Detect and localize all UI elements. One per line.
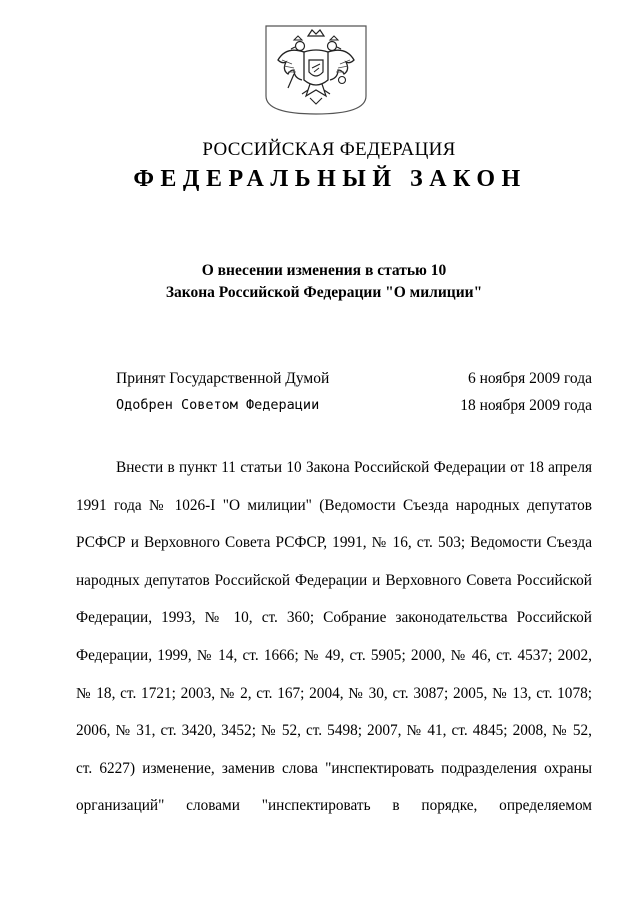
law-type-heading: ФЕДЕРАЛЬНЫЙ ЗАКОН: [133, 166, 527, 192]
body-line: 2006, № 31, ст. 3420, 3452; № 52, ст. 5498; 2007, № 41, ст. 4845; 2008, № 52,: [76, 722, 592, 740]
body-line: № 18, ст. 1721; 2003, № 2, ст. 167; 2004, № 30, ст. 3087; 2005, № 13, ст. 1078;: [76, 684, 592, 702]
council-approval-date: 18 ноября 2009 года: [460, 397, 592, 414]
duma-adoption-label: Принят Государственной Думой: [116, 370, 330, 387]
body-line: Внести в пункт 11 статьи 10 Закона Российской Федерации от 18 апреля: [116, 459, 592, 476]
body-line: ст. 6227) изменение, заменив слова "инспектировать подразделения охраны: [76, 759, 592, 777]
law-title-line-1: О внесении изменения в статью 10: [201, 262, 447, 279]
body-line: организаций" словами "инспектировать в порядке, определяемом: [76, 797, 592, 815]
body-line: 1991 года № 1026-I "О милиции" (Ведомости Съезда народных депутатов: [76, 496, 592, 514]
council-approval-row: [116, 397, 592, 413]
duma-adoption-date: 6 ноября 2009 года: [467, 370, 592, 387]
law-title-line-2: Закона Российской Федерации "О милиции": [165, 284, 483, 301]
body-line: РСФСР и Верховного Совета РСФСР, 1991, № 16, ст. 503; Ведомости Съезда: [76, 534, 592, 552]
country-heading: РОССИЙСКАЯ ФЕДЕРАЦИЯ: [202, 139, 456, 160]
russian-coat-of-arms-icon: [264, 24, 368, 116]
duma-adoption-row: [116, 370, 592, 388]
body-line: Федерации, 1993, № 10, ст. 360; Собрание законодательства Российской: [76, 609, 592, 627]
law-body-text: [76, 449, 592, 825]
body-line: народных депутатов Российской Федерации и Верховного Совета Российской: [76, 571, 592, 589]
council-approval-label: Одобрен Советом Федерации: [116, 397, 320, 413]
body-line: Федерации, 1999, № 14, ст. 1666; № 49, ст. 5905; 2000, № 46, ст. 4537; 2002,: [76, 646, 592, 664]
